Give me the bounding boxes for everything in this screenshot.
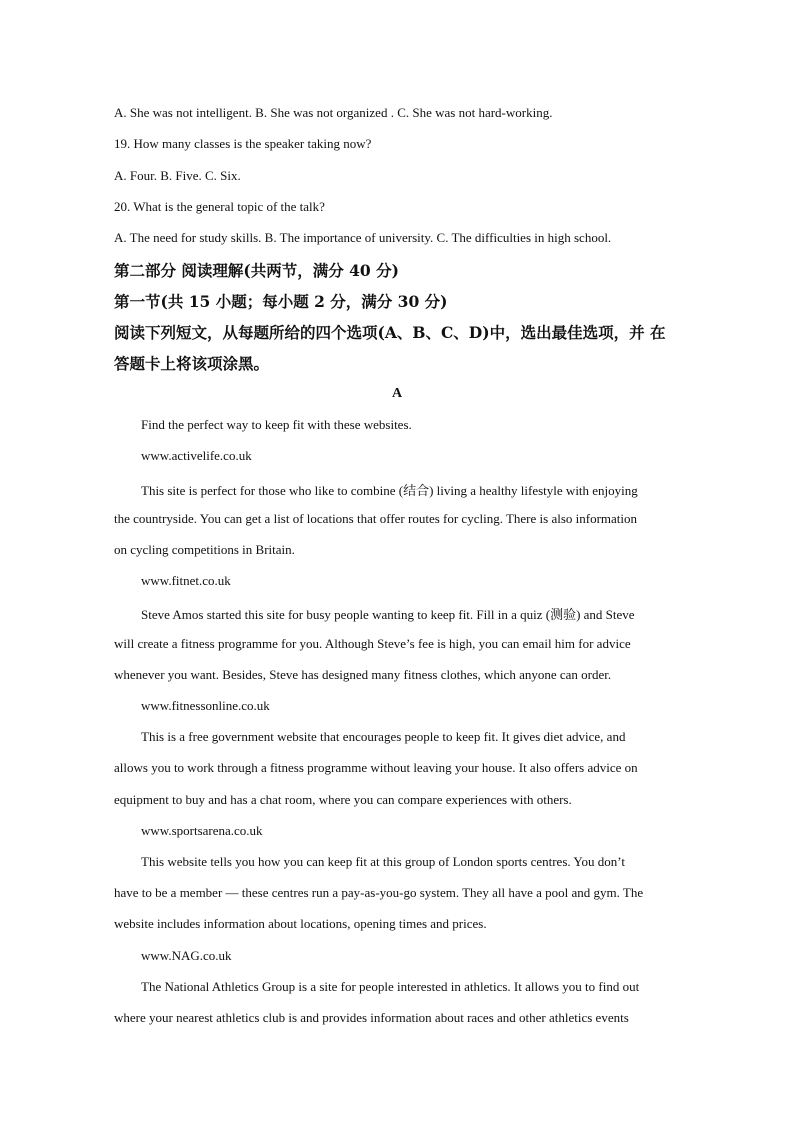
passage-intro: Find the perfect way to keep fit with these websites. [141, 417, 412, 432]
instructions-line-2: 答题卡上将该项涂黑。 [114, 354, 270, 373]
section-one-heading: 第一节(共 15 小题；每小题 2 分，满分 30 分) [114, 292, 448, 311]
passage-line: whenever you want. Besides, Steve has designed many fitness clothes, which anyone can order. [114, 667, 612, 682]
passage-line: This site is perfect for those who like to combine (结合) living a healthy lifestyle with enjoying [141, 483, 638, 498]
answer-options-20: A. The need for study skills. B. The importance of university. C. The difficulties in high school. [114, 230, 612, 245]
part-two-heading: 第二部分 阅读理解(共两节，满分 40 分) [114, 261, 399, 280]
website-url: www.fitnessonline.co.uk [141, 698, 270, 713]
passage-line: Steve Amos started this site for busy people wanting to keep fit. Fill in a quiz (测验) and Steve [141, 607, 635, 622]
passage-line: have to be a member — these centres run a pay-as-you-go system. They all have a pool and gym. The [114, 885, 644, 900]
passage-line: the countryside. You can get a list of locations that offer routes for cycling. There is also information [114, 511, 638, 526]
passage-line: will create a fitness programme for you. Although Steve’s fee is high, you can email him for advice [114, 636, 631, 651]
passage-line: This website tells you how you can keep fit at this group of London sports centres. You don’t [141, 854, 625, 869]
passage-line: where your nearest athletics club is and provides information about races and other athletics events [114, 1010, 629, 1025]
website-url: www.NAG.co.uk [141, 948, 232, 963]
question-19: 19. How many classes is the speaker taking now? [114, 136, 372, 151]
passage-line: This is a free government website that encourages people to keep fit. It gives diet advice, and [141, 729, 626, 744]
question-20: 20. What is the general topic of the talk? [114, 199, 325, 214]
passage-line: allows you to work through a fitness programme without leaving your house. It also offers advice on [114, 760, 638, 775]
website-url: www.sportsarena.co.uk [141, 823, 263, 838]
passage-line: website includes information about locations, opening times and prices. [114, 916, 487, 931]
passage-line: equipment to buy and has a chat room, where you can compare experiences with others. [114, 792, 572, 807]
website-url: www.fitnet.co.uk [141, 573, 231, 588]
passage-label: A [391, 386, 403, 401]
instructions-line-1: 阅读下列短文，从每题所给的四个选项(A、B、C、D)中，选出最佳选项，并 在 [114, 323, 666, 342]
website-url: www.activelife.co.uk [141, 448, 252, 463]
passage-line: on cycling competitions in Britain. [114, 542, 295, 557]
passage-line: The National Athletics Group is a site for people interested in athletics. It allows you to find out [141, 979, 640, 994]
answer-options-18: A. She was not intelligent. B. She was not organized . C. She was not hard-working. [114, 105, 553, 120]
answer-options-19: A. Four. B. Five. C. Six. [114, 168, 241, 183]
